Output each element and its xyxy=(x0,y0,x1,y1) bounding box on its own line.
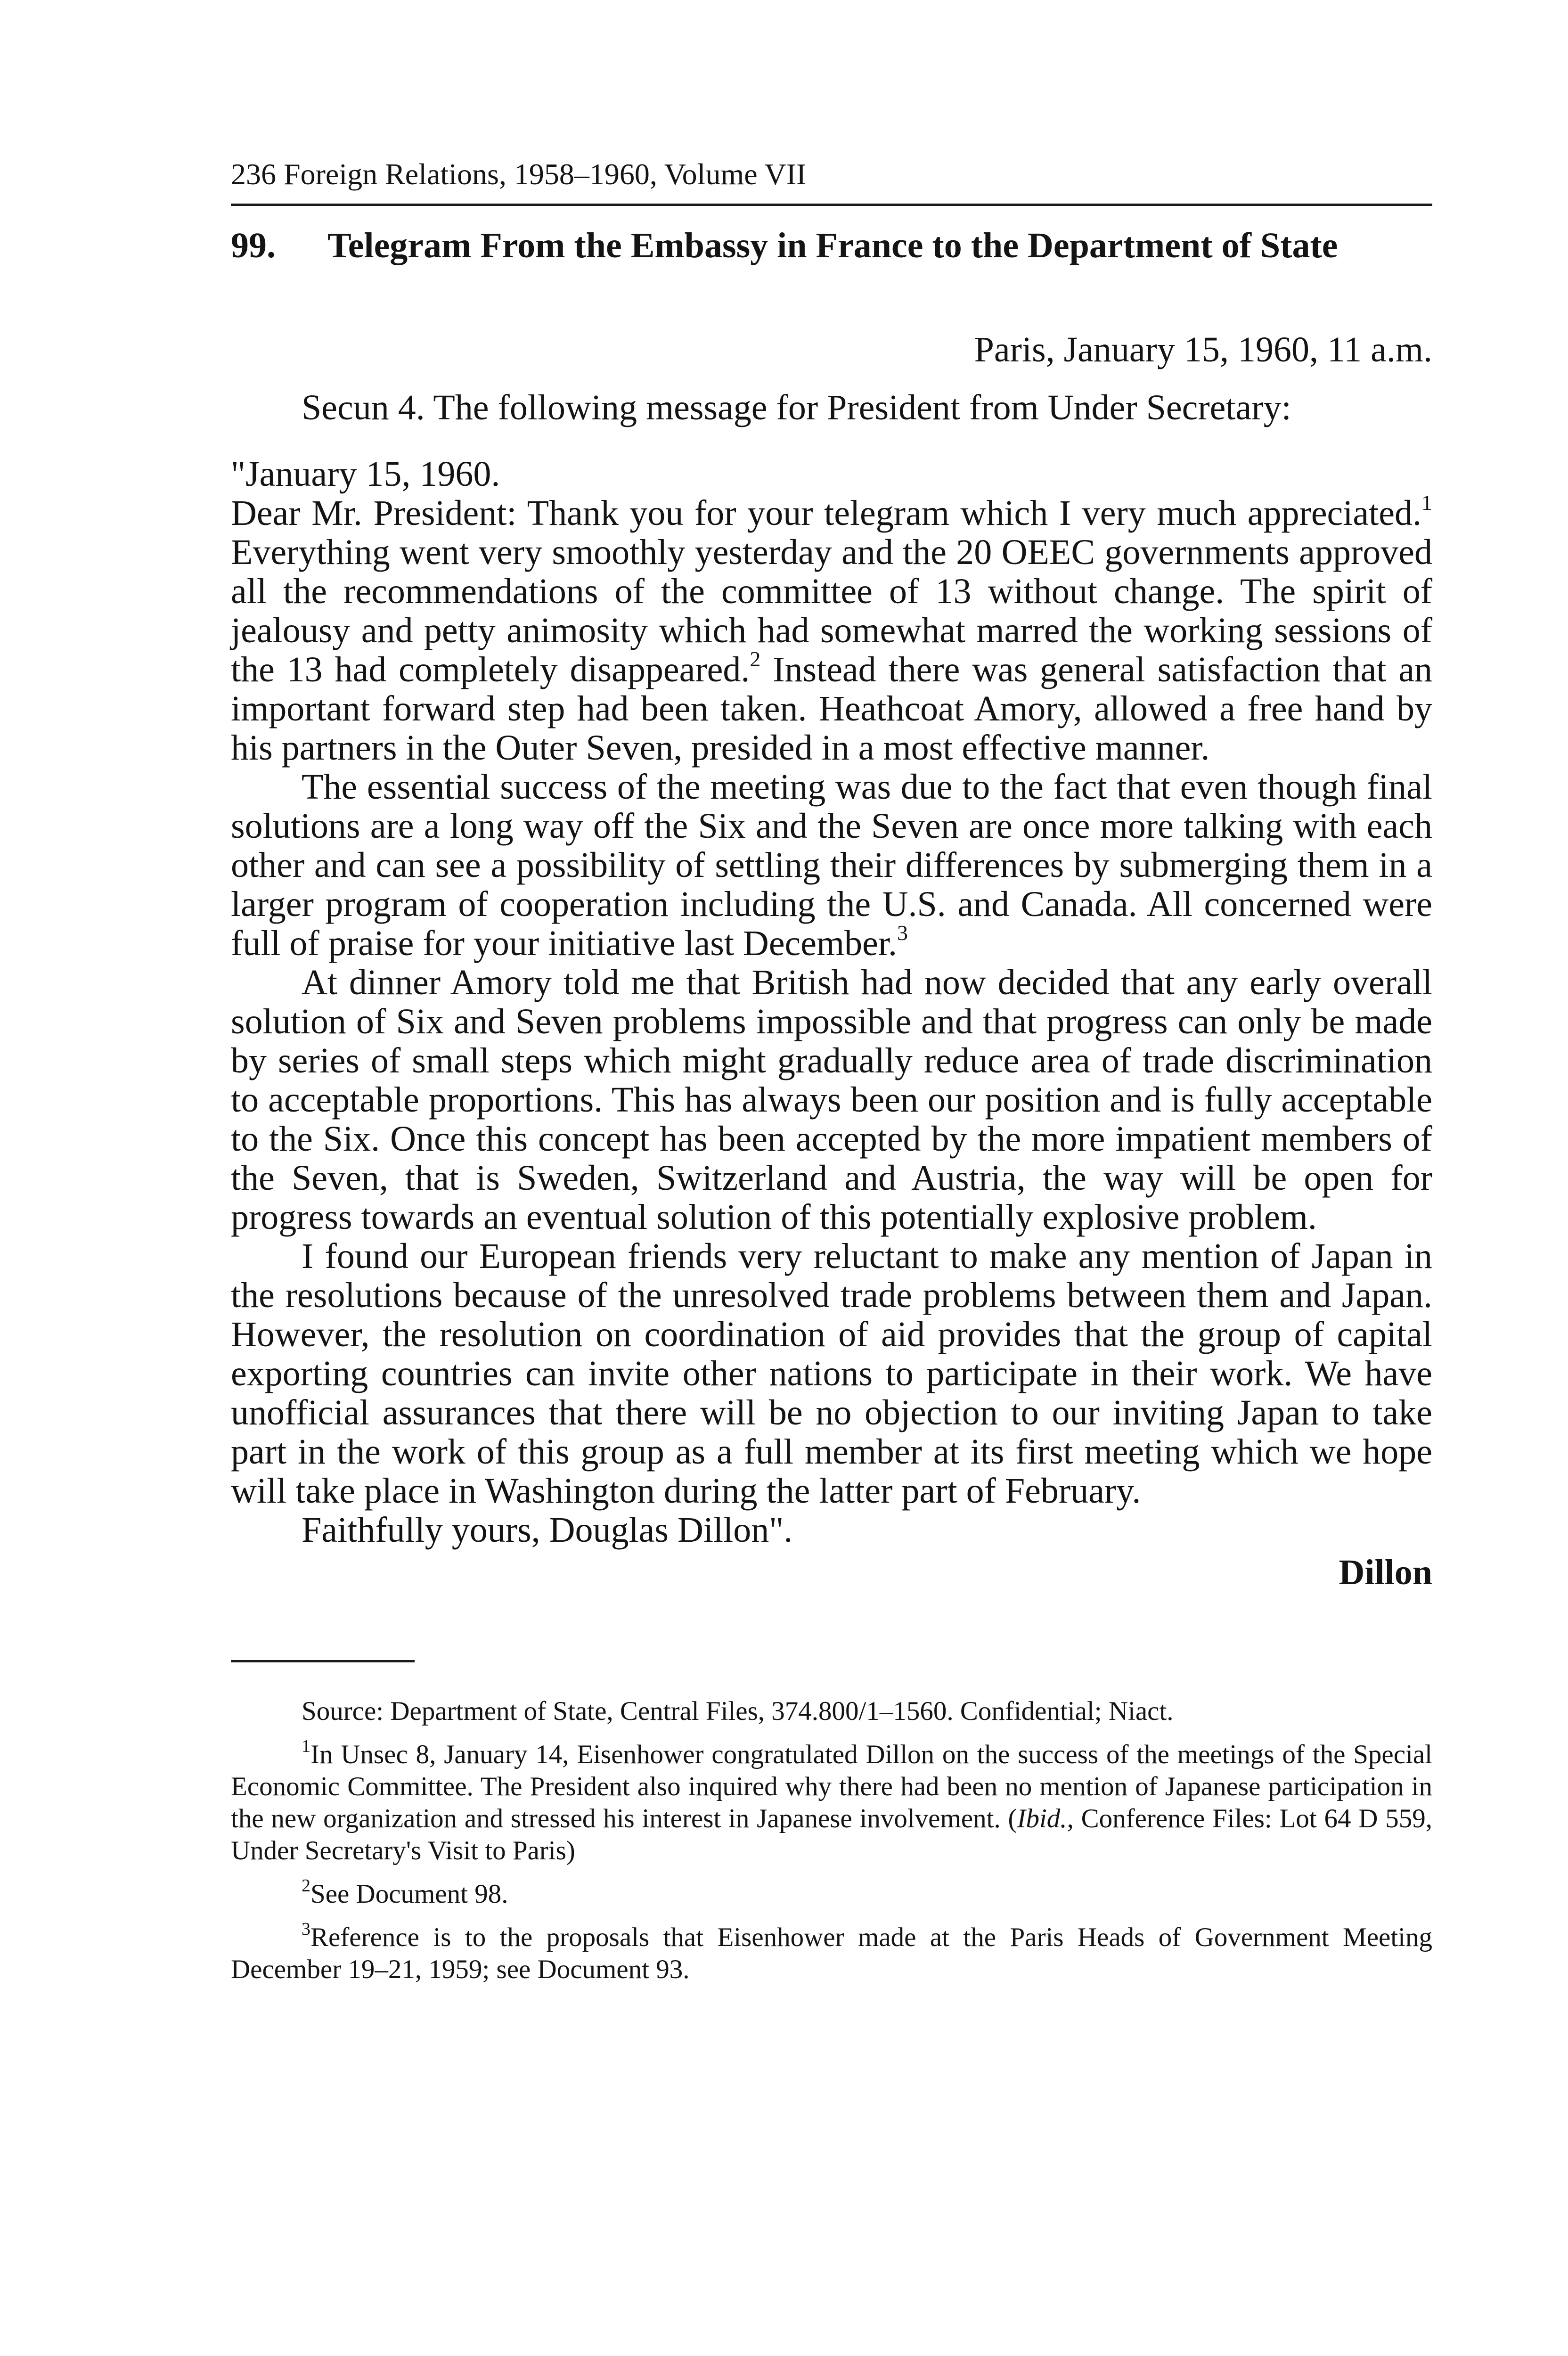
paragraph-1-text-a: Dear Mr. President: Thank you for your telegram which I very much appreciated. xyxy=(231,493,1421,533)
document-page xyxy=(231,155,1432,1997)
footnote-1 xyxy=(231,1736,1432,1867)
footnote-3 xyxy=(231,1919,1432,1986)
letter-paragraph-1 xyxy=(231,491,1433,768)
paragraph-2-text: The essential success of the meeting was due to the fact that even though final solutions are a long way off the Six and the Seven are once more talking with each other and can see a possibility of settling their differences by submerging them in a larger program of cooperation including the U.S. and Canada. All concerned were full of praise for your initiative last December. xyxy=(231,767,1432,963)
letter-paragraph-2 xyxy=(231,768,1432,963)
footnote-ref-1[interactable]: 1 xyxy=(1421,491,1432,515)
footnote-divider xyxy=(231,1660,415,1662)
footnote-3-text: Reference is to the proposals that Eisenhower made at the Paris Heads of Government Meeting December 19–21, 1959; see Document 93. xyxy=(231,1922,1432,1984)
letter-paragraph-4: I found our European friends very reluctant to make any mention of Japan in the resolutions because of the unresolved trade problems between them and Japan. However, the resolution on coordination of aid provides that the group of capital exporting countries can invite other nations to participate in their work. We have unofficial assurances that there will be no objection to our inviting Japan to take part in the work of this group as a full member at its first meeting which we hope will take place in Washington during the latter part of February. xyxy=(231,1236,1432,1511)
footnote-1-ibid: Ibid. xyxy=(1017,1804,1067,1833)
footnote-3-number: 3 xyxy=(302,1919,310,1939)
footnote-1-number: 1 xyxy=(302,1736,310,1756)
letter-paragraph-3: At dinner Amory told me that British had now decided that any early overall solution of Six and Seven problems impossible and that progress can only be made by series of small steps which might gradually reduce area of trade discrimination to acceptable proportions. This has always been our position and is fully acceptable to the Six. Once this concept has been accepted by the more impatient members of the Seven, that is Sweden, Switzerland and Austria, the way will be open for progress towards an eventual solution of this potentially explosive problem. xyxy=(231,963,1432,1237)
document-body xyxy=(231,388,1432,1550)
running-head: 236 Foreign Relations, 1958–1960, Volume VII xyxy=(231,155,1432,206)
footnote-2 xyxy=(231,1878,1432,1910)
letter-closing: Faithfully yours, Douglas Dillon". xyxy=(302,1510,793,1550)
source-note: Source: Department of State, Central Files, 374.800/1–1560. Confidential; Niact. xyxy=(302,1696,1174,1726)
document-title: Telegram From the Embassy in France to the Department of State xyxy=(327,226,1338,265)
signature: Dillon xyxy=(1339,1553,1432,1592)
dateline: Paris, January 15, 1960, 11 a.m. xyxy=(974,330,1432,369)
document-heading xyxy=(231,223,1432,268)
intro-paragraph: Secun 4. The following message for President from Under Secretary: xyxy=(302,388,1291,427)
footnote-ref-3[interactable]: 3 xyxy=(897,921,908,945)
paragraph-1-text-c: Instead there was general satisfaction that an important forward step had been taken. Heathcoat Amory, allowed a free hand by his partners in the Outer Seven, presided in a most effective manner. xyxy=(231,650,1433,768)
footnote-2-number: 2 xyxy=(302,1876,310,1896)
footnote-1-text-b: , Conference Files: Lot 64 D 559, Under Secretary's Visit to Paris) xyxy=(231,1804,1432,1865)
document-number: 99. xyxy=(231,226,276,265)
footnote-2-text: See Document 98. xyxy=(310,1879,508,1909)
footnote-ref-2[interactable]: 2 xyxy=(750,647,761,671)
footnotes xyxy=(231,1695,1432,1986)
letter-date: "January 15, 1960. xyxy=(231,454,500,494)
footnote-1-text-a: In Unsec 8, January 14, Eisenhower congratulated Dillon on the success of the meetings of the Special Economic Committee. The President also inquired why there had been no mention of Japanese participation in the new organization and stressed his interest in Japanese involvement. ( xyxy=(231,1740,1432,1833)
paragraph-1-text-b: Everything went very smoothly yesterday and the 20 OEEC governments approved all the recommendations of the committee of 13 without change. The spirit of jealousy and petty animosity which had somewhat marred the working sessions of the 13 had completely disappeared. xyxy=(231,532,1432,689)
